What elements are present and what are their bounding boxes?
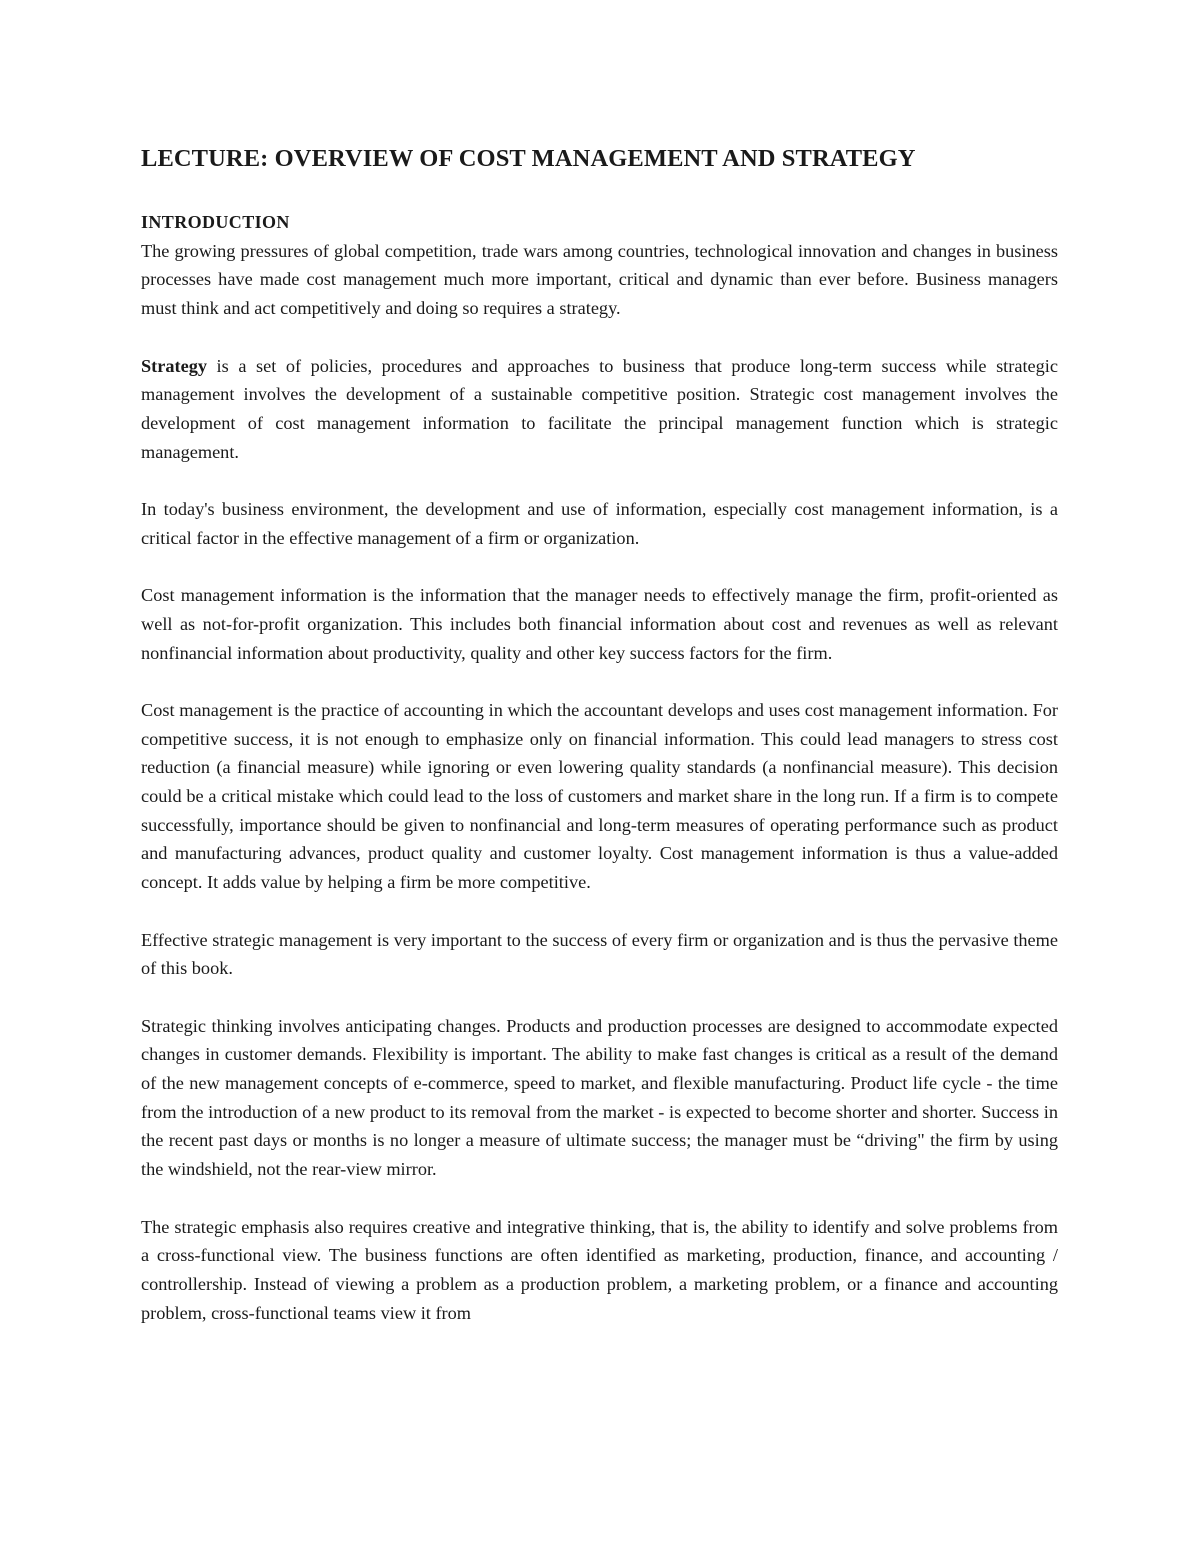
paragraph-3: In today's business environment, the development and use of information, especially cost management information, is a critical factor in the effective management of a firm or organization. [141,499,1058,548]
paragraph-5: Cost management is the practice of accounting in which the accountant develops and uses cost management information. For competitive success, it is not enough to emphasize only on financial information. This could lead managers to stress cost reduction (a financial measure) while ignoring or even lowering quality standards (a nonfinancial measure). This decision could be a critical mistake which could lead to the loss of customers and market share in the long run. If a firm is to compete successfully, importance should be given to nonfinancial and long-term measures of operating performance such as product and manufacturing advances, product quality and customer loyalty. Cost management information is thus a value-added concept. It adds value by helping a firm be more competitive. [141,699,1058,893]
document-title: LECTURE: OVERVIEW OF COST MANAGEMENT AND STRATEGY [141,145,916,172]
paragraph-2-text: is a set of policies, procedures and approaches to business that produce long-term success while strategic management involves the development of a sustainable competitive position. Strategic cost management involves the development of cost management information to facilitate the principal management function which is strategic management. [141,355,1058,462]
paragraph-1: The growing pressures of global competition, trade wars among countries, technological innovation and changes in business processes have made cost management much more important, critical and dynamic than ever before. Business managers must think and act competitively and doing so requires a strategy. [141,240,1058,319]
paragraph-7: Strategic thinking involves anticipating changes. Products and production processes are designed to accommodate expected changes in customer demands. Flexibility is important. The ability to make fast changes is critical as a result of the demand of the new management concepts of e-commerce, speed to market, and flexible manufacturing. Product life cycle - the time from the introduction of a new product to its removal from the market - is expected to become shorter and shorter. Success in the recent past days or months is no longer a measure of ultimate success; the manager must be “driving" the firm by using the windshield, not the rear-view mirror. [141,1015,1058,1180]
section-heading-introduction: INTRODUCTION [141,212,290,232]
paragraph-6: Effective strategic management is very important to the success of every firm or organization and is thus the pervasive theme of this book. [141,929,1058,979]
paragraph-2 [141,352,1058,467]
document-page [141,142,1058,1327]
paragraph-4: Cost management information is the information that the manager needs to effectively manage the firm, profit-oriented as well as not-for-profit organization. This includes both financial information about cost and revenues as well as relevant nonfinancial information about productivity, quality and other key success factors for the firm. [141,585,1058,663]
strategy-term: Strategy [141,355,207,376]
paragraph-8: The strategic emphasis also requires creative and integrative thinking, that is, the ability to identify and solve problems from a cross-functional view. The business functions are often identified as marketing, production, finance, and accounting / controllership. Instead of viewing a problem as a production problem, a marketing problem, or a finance and accounting problem, cross-functional teams view it from [141,1216,1058,1323]
